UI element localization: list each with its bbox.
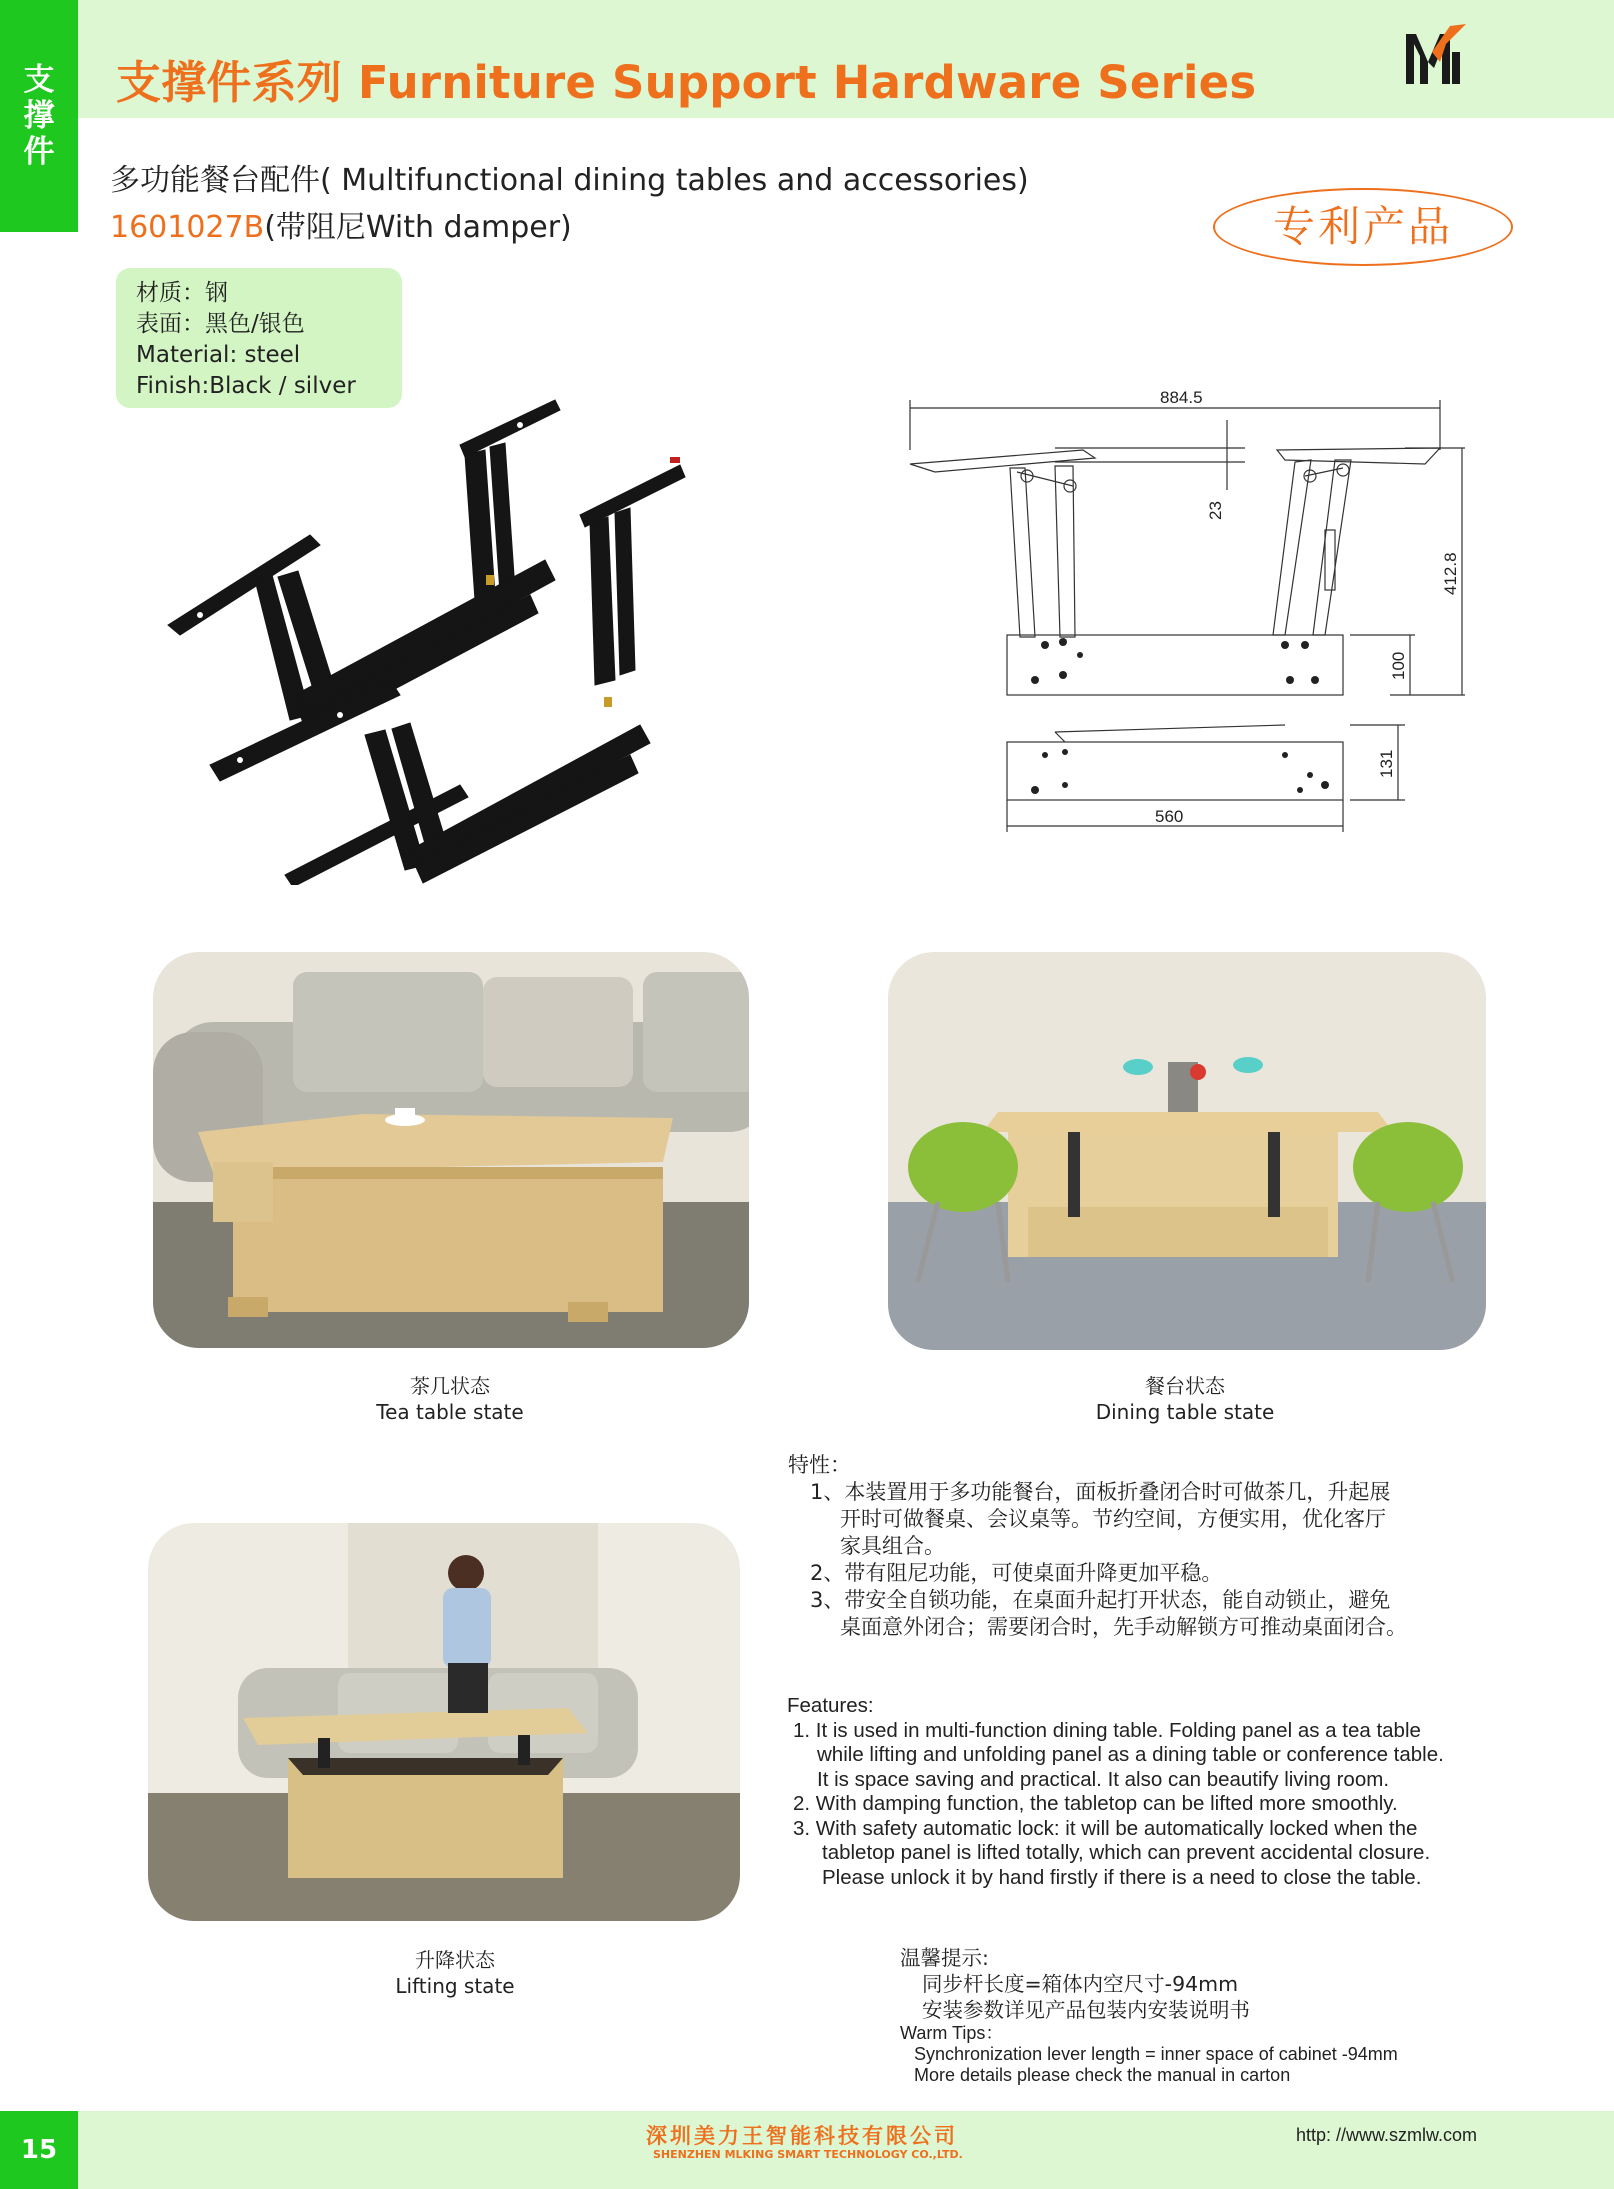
warm-tips (900, 1945, 1398, 2086)
category-tab-char: 撑 (23, 98, 55, 134)
caption-dining-table (1035, 1373, 1335, 1425)
dim-width-top: 884.5 (1160, 388, 1203, 407)
features-en-heading: Features: (787, 1694, 874, 1717)
caption-lifting-en: Lifting state (395, 1974, 515, 1998)
features-cn (788, 1452, 1407, 1641)
model-line (110, 202, 572, 246)
features-en-line: Please unlock it by hand firstly if there is a need to close the table. (822, 1865, 1422, 1889)
features-cn-line: 开时可做餐桌、会议桌等。节约空间，方便实用，优化客厅 (840, 1507, 1386, 1531)
company-name-cn: 深圳美力王智能科技有限公司 (646, 2124, 958, 2148)
features-cn-heading: 特性： (788, 1453, 851, 1477)
finish-cn: 表面：黑色/银色 (136, 311, 305, 337)
dim-base-height: 100 (1389, 651, 1408, 680)
patent-badge: 专利产品 (1213, 188, 1513, 266)
caption-tea-table (300, 1373, 600, 1425)
features-cn-line: 家具组合。 (840, 1534, 945, 1558)
caption-tea-en: Tea table state (376, 1400, 524, 1424)
features-cn-line: 2、带有阻尼功能，可使桌面升降更加平稳。 (810, 1561, 1223, 1585)
tips-heading-cn: 温馨提示: (900, 1946, 989, 1970)
features-en-line: 2. With damping function, the tabletop can be lifted more smoothly. (793, 1792, 1398, 1815)
features-cn-line: 1、本装置用于多功能餐台，面板折叠闭合时可做茶几，升起展 (810, 1480, 1391, 1504)
category-tab-char: 支 (23, 62, 55, 98)
model-note: (带阻尼With damper) (264, 210, 572, 245)
features-cn-line: 3、带安全自锁功能，在桌面升起打开状态，能自动锁止，避免 (810, 1588, 1391, 1612)
features-en (787, 1694, 1444, 1890)
dim-offset: 23 (1206, 501, 1225, 520)
product-subtitle: 多功能餐台配件( Multifunctional dining tables and accessories) (110, 163, 1029, 198)
finish-en: Finish:Black / silver (136, 373, 356, 399)
dim-folded-height: 131 (1377, 749, 1396, 778)
category-tab (0, 0, 78, 232)
photo-dining-table (888, 952, 1486, 1350)
caption-lifting-cn: 升降状态 (415, 1948, 495, 1972)
dim-length: 560 (1155, 807, 1184, 826)
features-en-line: It is space saving and practical. It also can beautify living room. (817, 1767, 1390, 1791)
technical-drawing (905, 380, 1465, 840)
caption-dining-en: Dining table state (1095, 1400, 1275, 1424)
tips-line-cn: 安装参数详见产品包装内安装说明书 (922, 1998, 1250, 2022)
company-name-en: SHENZHEN MLKING SMART TECHNOLOGY CO.,LTD. (653, 2148, 963, 2161)
photo-lifting-state (148, 1523, 740, 1921)
features-cn-line: 桌面意外闭合；需要闭合时，先手动解锁方可推动桌面闭合。 (840, 1615, 1407, 1639)
category-tab-char: 件 (23, 134, 55, 170)
features-en-line: 3. With safety automatic lock: it will be automatically locked when the (793, 1816, 1418, 1840)
tips-heading-en: Warm Tips： (900, 2023, 1004, 2043)
brand-logo (1402, 22, 1472, 90)
tips-line-en: More details please check the manual in carton (914, 2065, 1291, 2085)
caption-dining-cn: 餐台状态 (1145, 1374, 1225, 1398)
caption-tea-cn: 茶几状态 (410, 1374, 490, 1398)
product-hardware-image (160, 395, 700, 885)
tips-line-cn: 同步杆长度=箱体内空尺寸-94mm (922, 1972, 1239, 1996)
caption-lifting (305, 1947, 605, 1999)
website-link[interactable]: http: //www.szmlw.com (1296, 2125, 1478, 2145)
features-en-line: tabletop panel is lifted totally, which can prevent accidental closure. (822, 1841, 1431, 1864)
features-en-line: while lifting and unfolding panel as a dining table or conference table. (817, 1743, 1444, 1766)
dim-height-total: 412.8 (1441, 552, 1460, 595)
features-en-line: 1. It is used in multi-function dining table. Folding panel as a tea table (793, 1718, 1421, 1742)
material-cn: 材质：钢 (136, 280, 228, 306)
photo-tea-table (153, 952, 749, 1348)
page-number: 15 (0, 2111, 78, 2189)
tips-line-en: Synchronization lever length = inner space of cabinet -94mm (914, 2044, 1398, 2064)
spec-box (116, 268, 402, 408)
model-code: 1601027B (110, 210, 265, 245)
page-title: 支撑件系列 Furniture Support Hardware Series (116, 56, 1257, 109)
material-en: Material: steel (136, 342, 301, 368)
